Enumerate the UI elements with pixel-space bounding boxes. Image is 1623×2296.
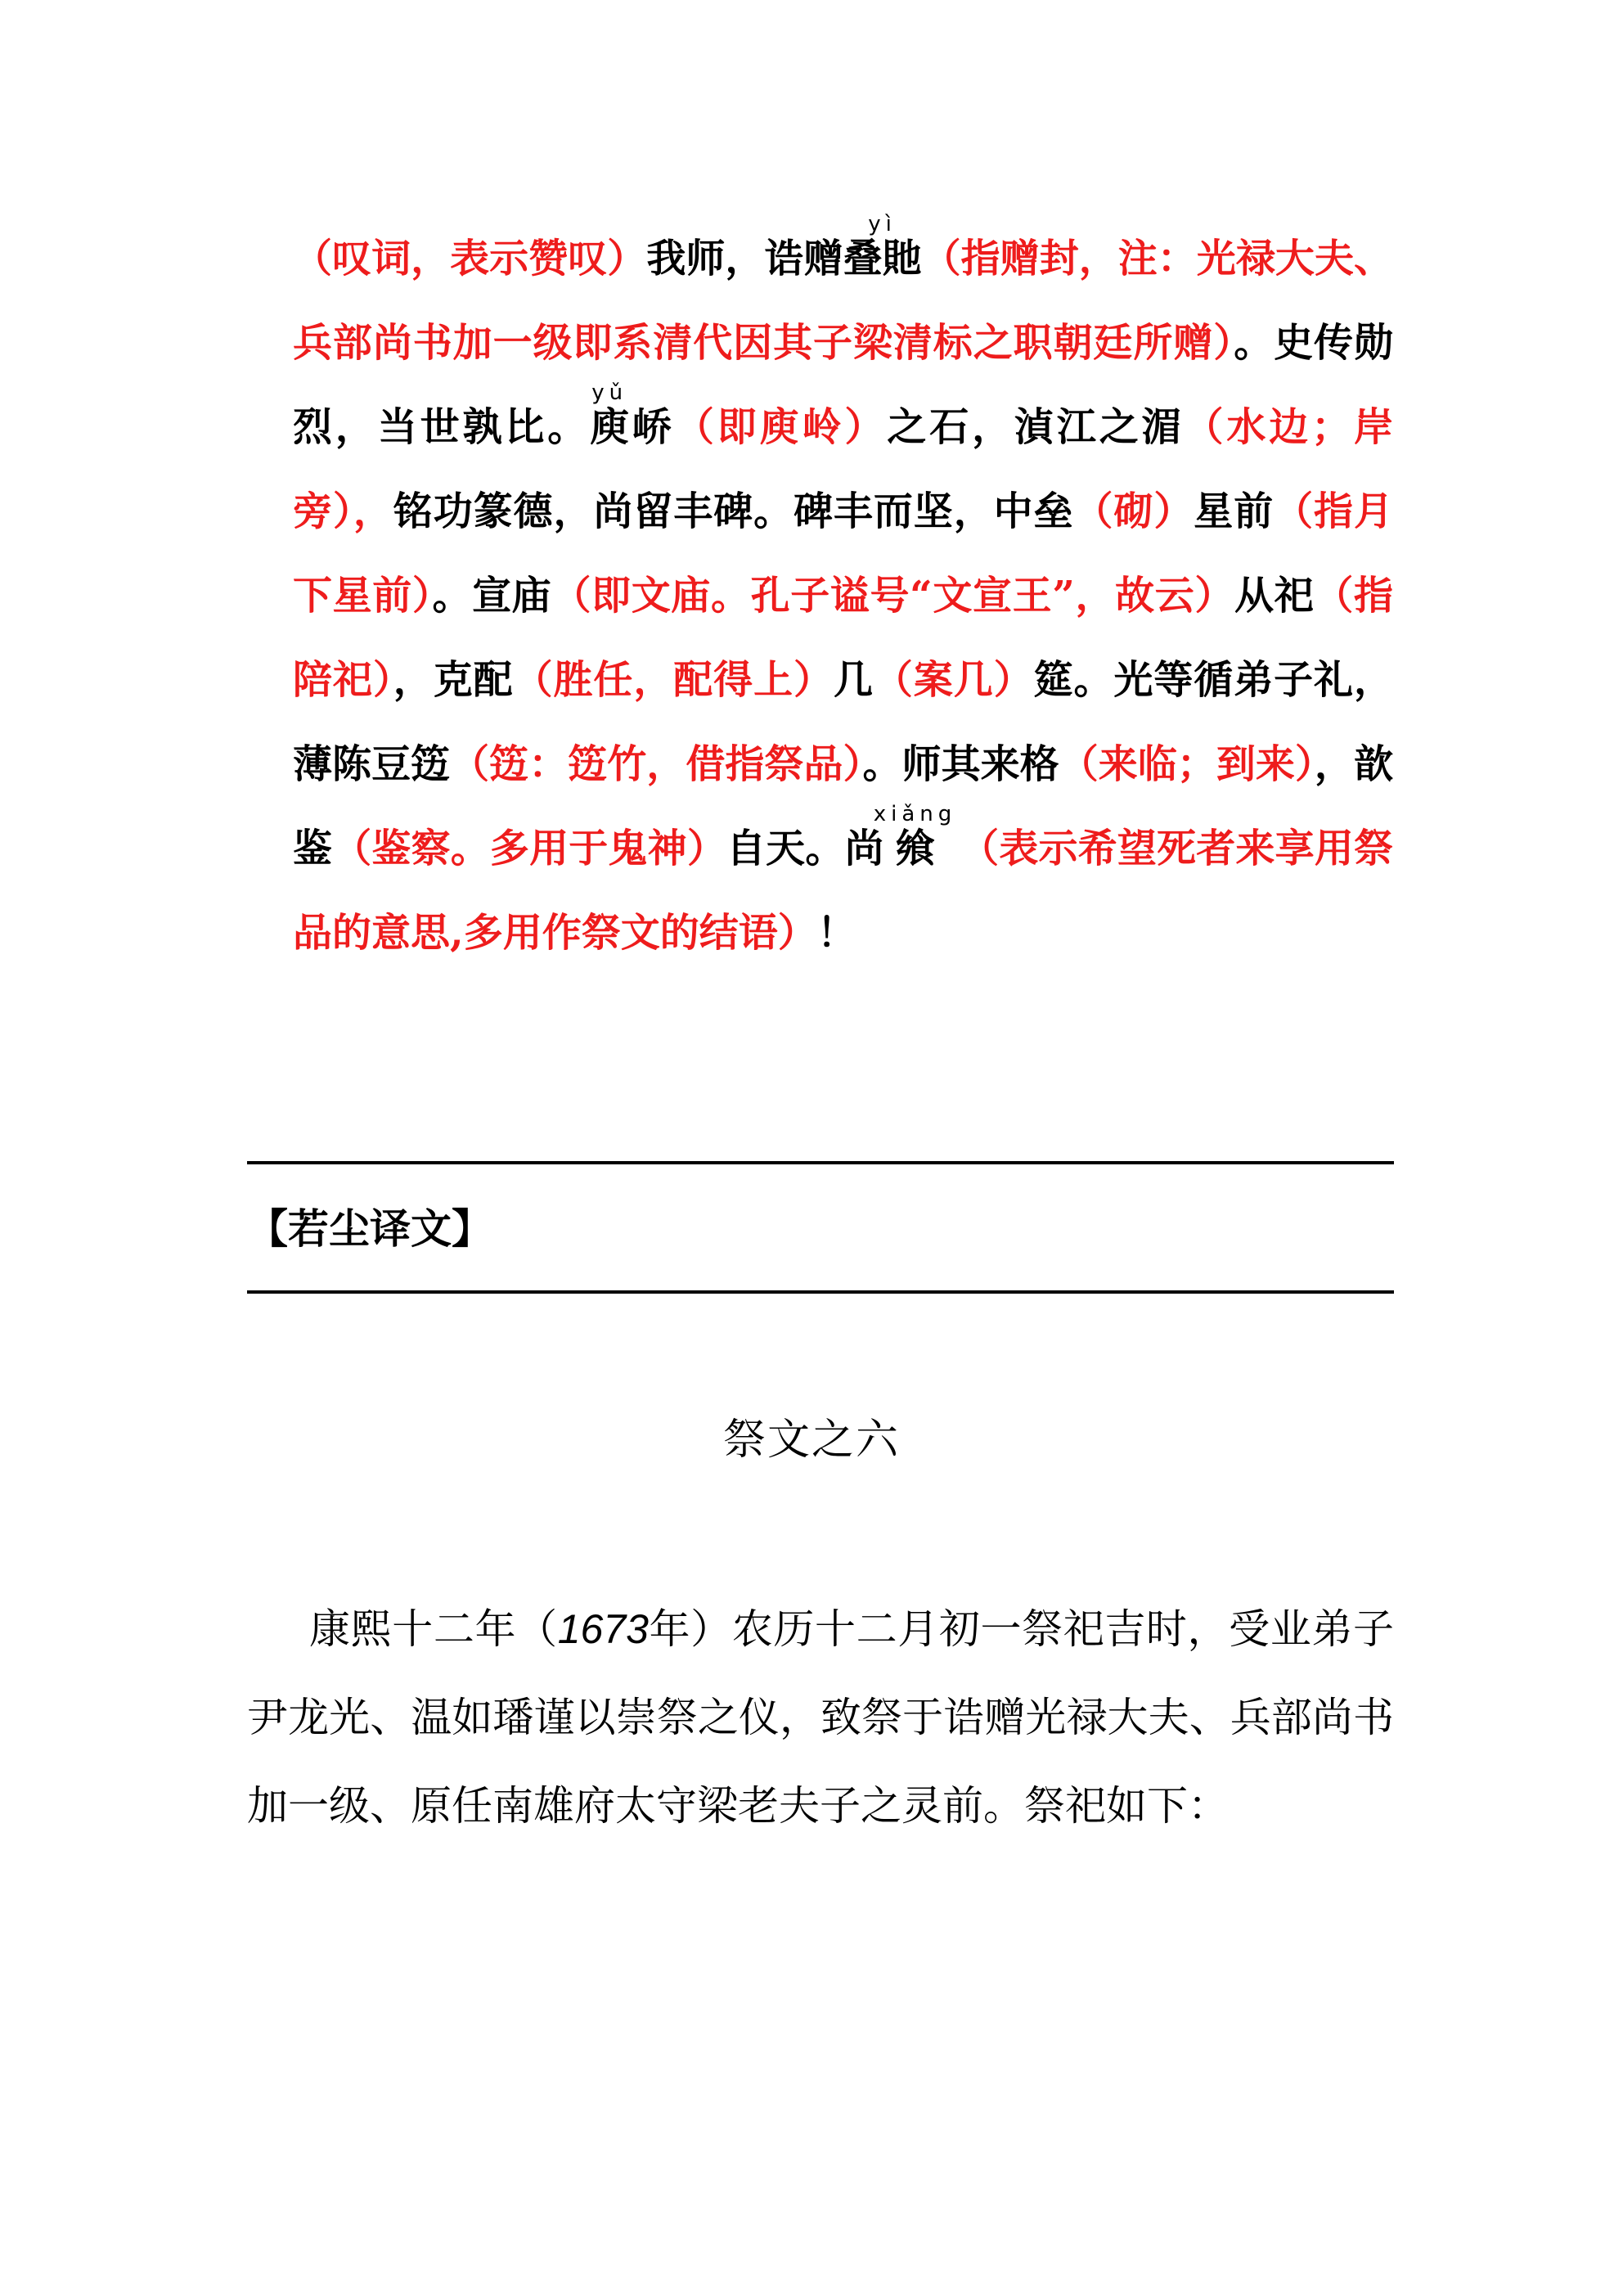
passage-text: 几 [833, 657, 874, 703]
translation-text: 康熙十二年（ [309, 1605, 558, 1653]
top-divider [247, 1161, 1394, 1164]
annotation: （砌） [1073, 488, 1194, 534]
annotation: （即文庙。孔子谥号“文宣王”，故云） [551, 573, 1235, 619]
passage-text: 。师其来格 [862, 741, 1059, 787]
passage-text: 。史传勋烈，当世孰比。 [293, 320, 1393, 450]
annotation: （水边；岸旁）， [293, 404, 1393, 534]
annotation: （鉴察。多用于鬼神） [332, 826, 726, 871]
annotation: （指陪祀） [293, 573, 1393, 703]
year-number: 1673 [557, 1606, 649, 1652]
annotation: （指赠封，注：光禄大夫、兵部尚书加一级即系清代因其子梁清标之职朝廷所赠） [293, 236, 1393, 366]
pinyin-annotation: yǔ [590, 380, 630, 405]
passage-text: 峤 [632, 404, 675, 450]
translation-text: 年）农历十二月初一祭祀吉时，受业弟子尹龙光、温如璠谨以崇祭之仪，致祭于诰赠光禄大夫、兵部尚书加一级、原任南雄府太守梁老夫子之灵前。祭祀如下： [247, 1605, 1395, 1830]
passage-text: 铭功篆德，尚留丰碑。碑丰而坚，中垒 [393, 488, 1074, 534]
passage-text: ！ [816, 910, 856, 956]
ruby-word: 庾yǔ [590, 380, 633, 450]
passage-text: 星前 [1194, 488, 1275, 534]
annotation: （指月下星前） [293, 488, 1393, 619]
pinyin-annotation: xiǎng [873, 802, 957, 826]
essay-title: 祭文之六 [722, 1416, 900, 1465]
annotation: （表示希望死者来享用祭品的意思,多用作祭文的结语） [293, 826, 1393, 956]
passage-text: 自天。尚 [726, 826, 884, 871]
annotation: （案几） [873, 657, 1034, 703]
annotated-passage [293, 214, 1393, 975]
annotation: （笾：笾竹，借指祭品） [450, 741, 863, 787]
pinyin-annotation: yì [843, 212, 922, 236]
passage-text: 筵。光等循弟子礼，薄陈豆笾 [293, 657, 1393, 787]
passage-text: 之石，湞江之湄 [887, 404, 1185, 450]
passage-text: 我师，诰赠 [646, 236, 843, 281]
annotation: （来临；到来） [1059, 741, 1315, 787]
passage-text: ，克配 [393, 657, 514, 703]
translation-paragraph [247, 1585, 1394, 1850]
passage-text: 从祀 [1234, 573, 1315, 619]
passage-text: ，歆鉴 [293, 741, 1393, 871]
passage-text: 。宣庙 [432, 573, 552, 619]
ruby-word: 飨xiǎng [873, 802, 957, 871]
annotation: （胜任，配得上） [513, 657, 834, 703]
bottom-divider [247, 1290, 1394, 1294]
section-heading: 【若尘译文】 [247, 1204, 492, 1253]
annotation: （叹词，表示赞叹） [293, 236, 647, 281]
ruby-word: 叠貤yì [843, 212, 922, 281]
annotation: （即庾岭） [674, 404, 888, 450]
